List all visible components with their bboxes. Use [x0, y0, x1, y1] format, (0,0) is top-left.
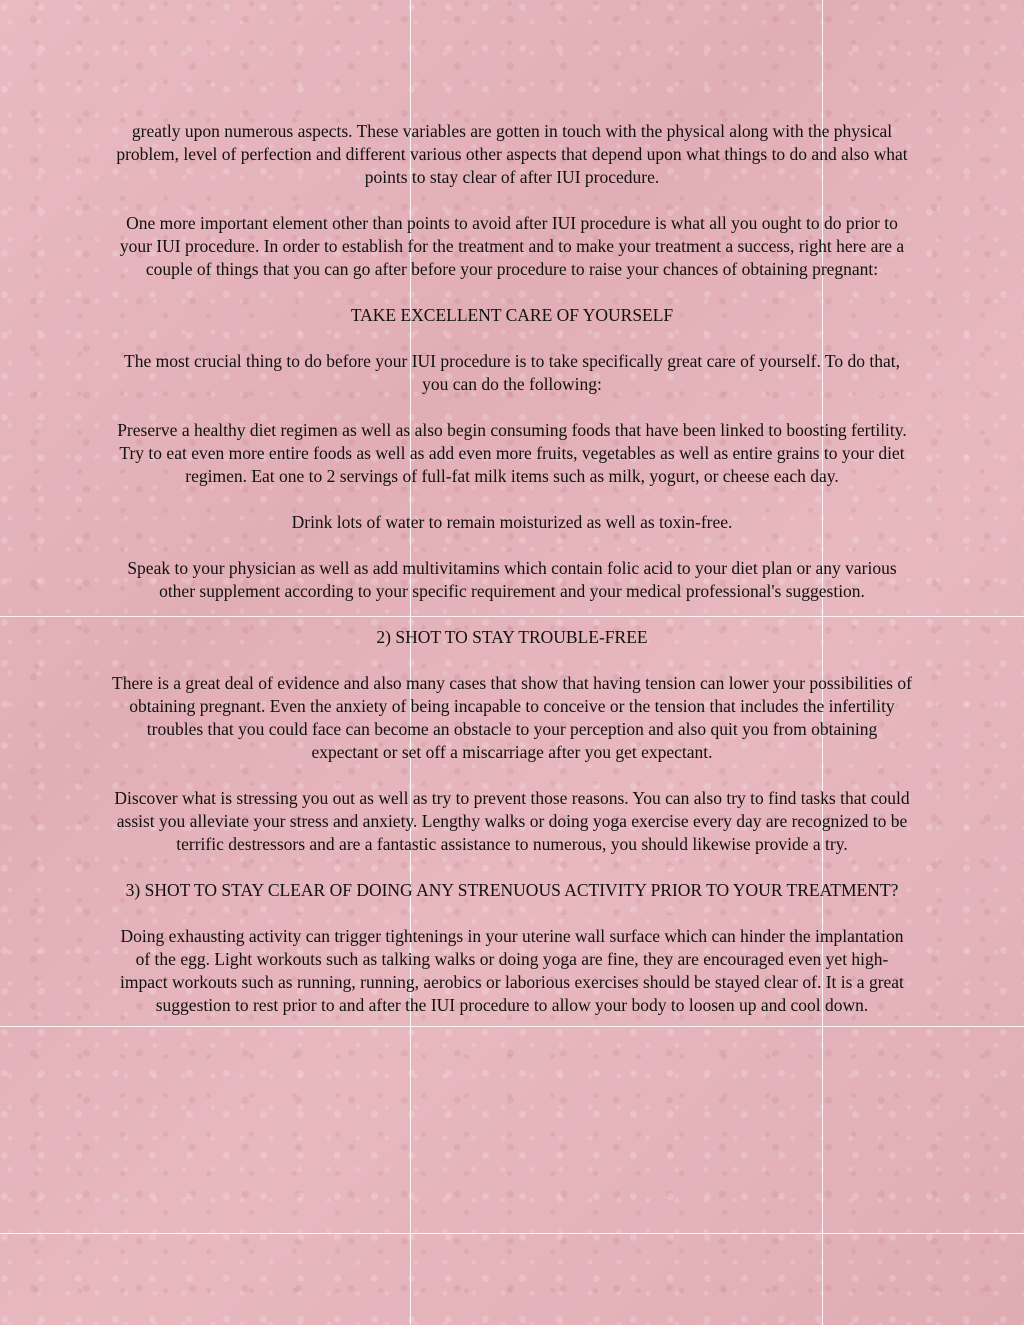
section-heading: TAKE EXCELLENT CARE OF YOURSELF: [350, 305, 674, 325]
paragraph: The most crucial thing to do before your IUI procedure is to take specifically great care of yourself. To do that, you can do the following:: [124, 351, 900, 394]
paragraph: Discover what is stressing you out as well as try to prevent those reasons. You can also try to find tasks that could assist you alleviate your stress and anxiety. Lengthy walks or doing yoga exercise every day are recognized to be terrific destressors and are a fantastic assistance to numerous, you should likewise provide a try.: [114, 788, 910, 854]
tile-seam-horizontal: [0, 1233, 1024, 1234]
section-heading: 3) SHOT TO STAY CLEAR OF DOING ANY STRENUOUS ACTIVITY PRIOR TO YOUR TREATMENT?: [125, 880, 899, 900]
paragraph: greatly upon numerous aspects. These variables are gotten in touch with the physical along with the physical problem, level of perfection and different various other aspects that depend upon what things to do and also what points to stay clear of after IUI procedure.: [116, 121, 908, 187]
section-heading: 2) SHOT TO STAY TROUBLE-FREE: [376, 627, 648, 647]
paragraph: Drink lots of water to remain moisturized as well as toxin-free.: [291, 512, 733, 532]
paragraph: Preserve a healthy diet regimen as well as also begin consuming foods that have been linked to boosting fertility. Try to eat even more entire foods as well as add even more fruits, vegetables as well as entire grains to your diet regimen. Eat one to 2 servings of full-fat milk items such as milk, yogurt, or cheese each day.: [117, 420, 907, 486]
paragraph: Speak to your physician as well as add multivitamins which contain folic acid to your diet plan or any various other supplement according to your specific requirement and your medical professional's suggestion.: [127, 558, 897, 601]
document-body: [112, 120, 912, 1040]
paragraph: There is a great deal of evidence and also many cases that show that having tension can lower your possibilities of obtaining pregnant. Even the anxiety of being incapable to conceive or the tension that includes the infertility troubles that you could face can become an obstacle to your perception and also quit you from obtaining expectant or set off a miscarriage after you get expectant.: [112, 673, 912, 762]
paragraph: Doing exhausting activity can trigger tightenings in your uterine wall surface which can hinder the implantation of the egg. Light workouts such as talking walks or doing yoga are fine, they are encouraged even yet high-impact workouts such as running, running, aerobics or laborious exercises should be stayed clear of. It is a great suggestion to rest prior to and after the IUI procedure to allow your body to loosen up and cool down.: [120, 926, 904, 1015]
paragraph: One more important element other than points to avoid after IUI procedure is what all you ought to do prior to your IUI procedure. In order to establish for the treatment and to make your treatment a success, right here are a couple of things that you can go after before your procedure to raise your chances of obtaining pregnant:: [119, 213, 905, 279]
